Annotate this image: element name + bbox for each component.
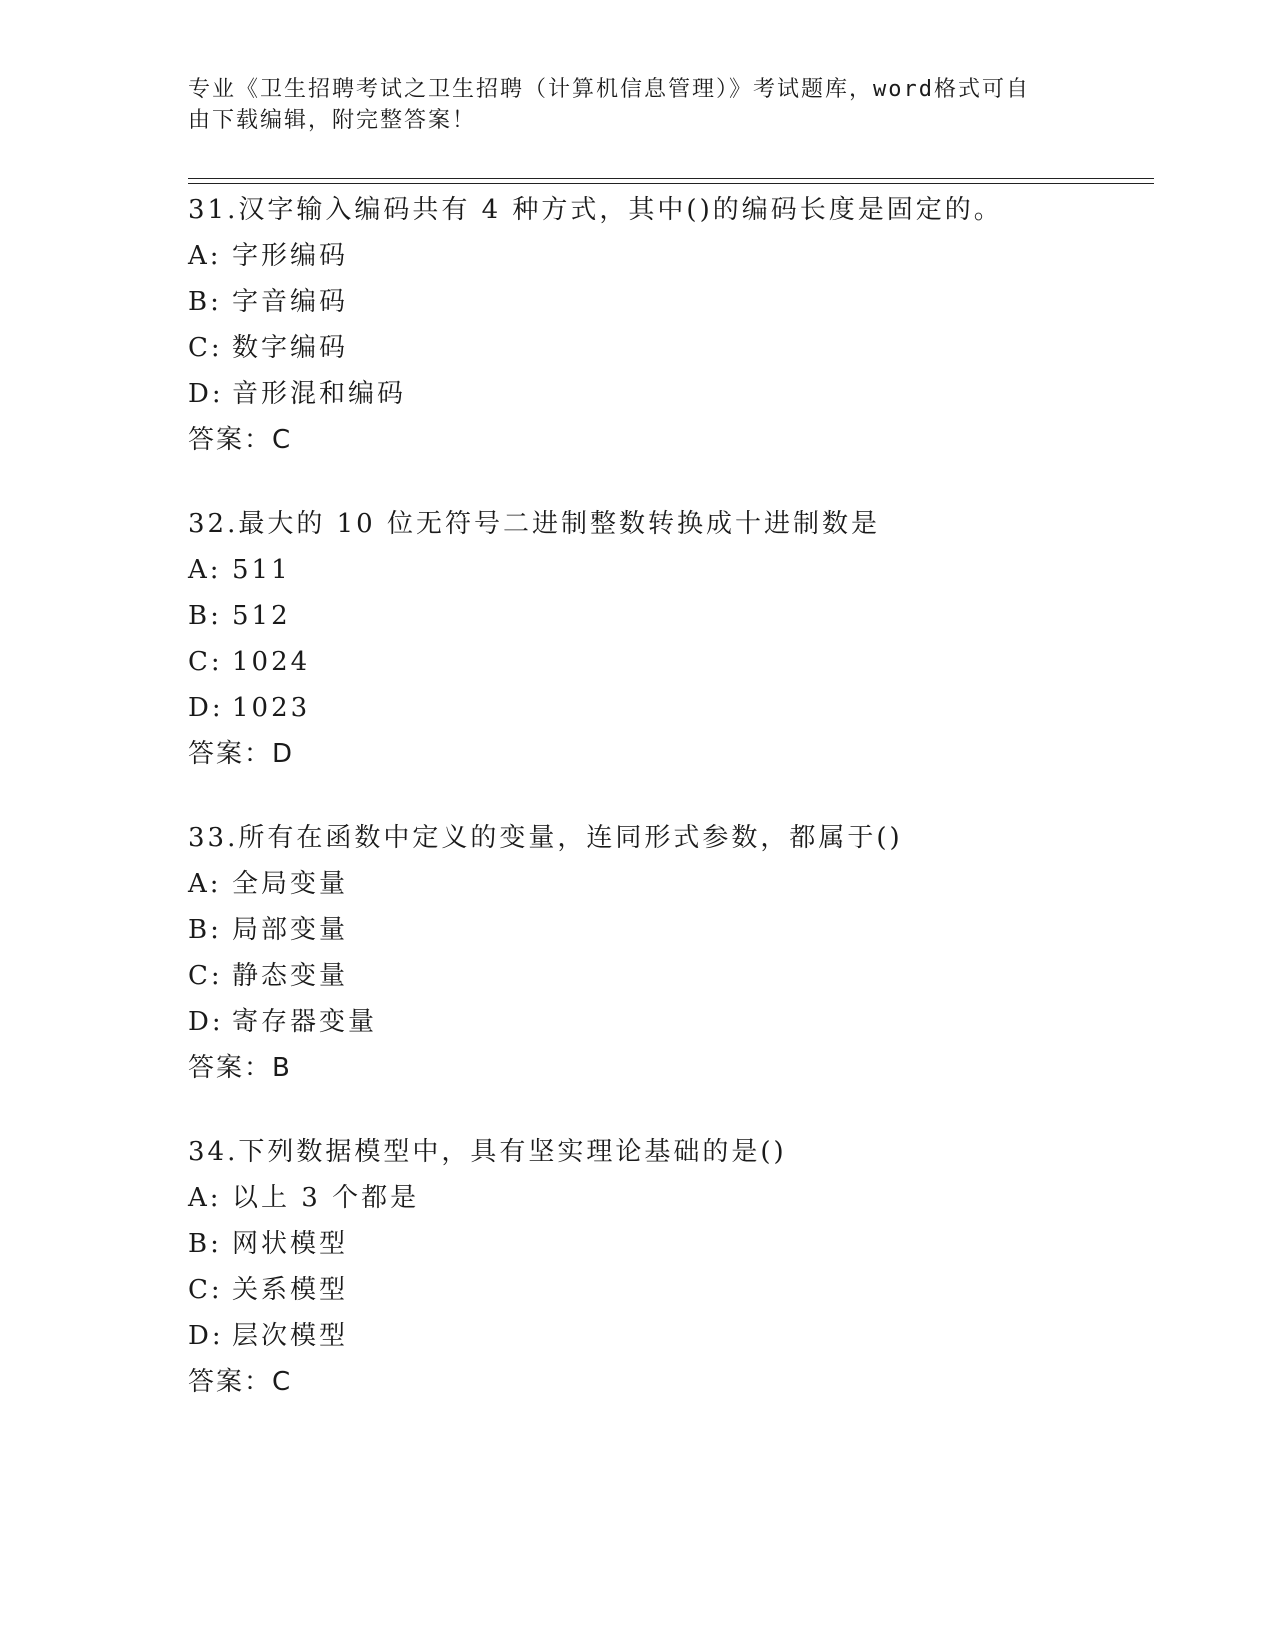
option-text: 1024 (232, 647, 311, 677)
option-d (188, 999, 1148, 1045)
option-text: 网状模型 (232, 1229, 349, 1259)
option-text: 1023 (232, 693, 311, 723)
answer: 答案：D (188, 739, 295, 769)
option-text: 全局变量 (232, 869, 349, 899)
option-text: 以上 3 个都是 (232, 1183, 420, 1213)
option-text: 字形编码 (232, 241, 349, 271)
option-letter: B: (188, 915, 222, 945)
header-divider-top (188, 178, 1154, 179)
option-text: 511 (232, 555, 291, 585)
option-letter: A: (188, 869, 222, 899)
option-letter: D: (188, 1321, 224, 1351)
option-b (188, 279, 1148, 325)
option-c (188, 953, 1148, 999)
option-c (188, 1267, 1148, 1313)
option-letter: C: (188, 1275, 223, 1305)
option-text: 寄存器变量 (232, 1007, 378, 1037)
option-b (188, 1221, 1148, 1267)
option-letter: B: (188, 1229, 222, 1259)
option-d (188, 1313, 1148, 1359)
option-text: 数字编码 (232, 333, 349, 363)
option-letter: B: (188, 601, 222, 631)
option-letter: A: (188, 1183, 222, 1213)
option-text: 静态变量 (232, 961, 349, 991)
option-c (188, 639, 1148, 685)
question-stem: 34.下列数据模型中，具有坚实理论基础的是() (188, 1137, 787, 1167)
option-text: 关系模型 (232, 1275, 349, 1305)
option-letter: D: (188, 379, 224, 409)
question-34 (188, 1129, 1148, 1405)
question-stem: 31.汉字输入编码共有 4 种方式，其中()的编码长度是固定的。 (188, 195, 1003, 225)
option-d (188, 685, 1148, 731)
option-letter: D: (188, 693, 224, 723)
option-d (188, 371, 1148, 417)
document-header (188, 74, 1068, 136)
question-stem: 32.最大的 10 位无符号二进制整数转换成十进制数是 (188, 509, 880, 539)
header-line-2: 由下载编辑，附完整答案！ (188, 108, 477, 133)
option-text: 局部变量 (232, 915, 349, 945)
option-letter: C: (188, 647, 223, 677)
answer: 答案：B (188, 1053, 292, 1083)
option-text: 512 (232, 601, 291, 631)
option-a (188, 861, 1148, 907)
question-33 (188, 815, 1148, 1091)
option-a (188, 1175, 1148, 1221)
option-a (188, 547, 1148, 593)
option-c (188, 325, 1148, 371)
option-letter: C: (188, 333, 223, 363)
option-letter: A: (188, 555, 222, 585)
answer: 答案：C (188, 1367, 293, 1397)
question-31 (188, 187, 1148, 463)
header-divider-bottom (188, 183, 1154, 184)
option-text: 层次模型 (232, 1321, 349, 1351)
option-b (188, 593, 1148, 639)
option-text: 音形混和编码 (232, 379, 407, 409)
option-text: 字音编码 (232, 287, 349, 317)
option-letter: D: (188, 1007, 224, 1037)
answer: 答案：C (188, 425, 293, 455)
option-letter: C: (188, 961, 223, 991)
option-a (188, 233, 1148, 279)
question-32 (188, 501, 1148, 777)
header-line-1: 专业《卫生招聘考试之卫生招聘（计算机信息管理）》考试题库，word格式可自 (188, 77, 1030, 102)
option-letter: A: (188, 241, 222, 271)
option-letter: B: (188, 287, 222, 317)
question-stem: 33.所有在函数中定义的变量，连同形式参数，都属于() (188, 823, 903, 853)
option-b (188, 907, 1148, 953)
